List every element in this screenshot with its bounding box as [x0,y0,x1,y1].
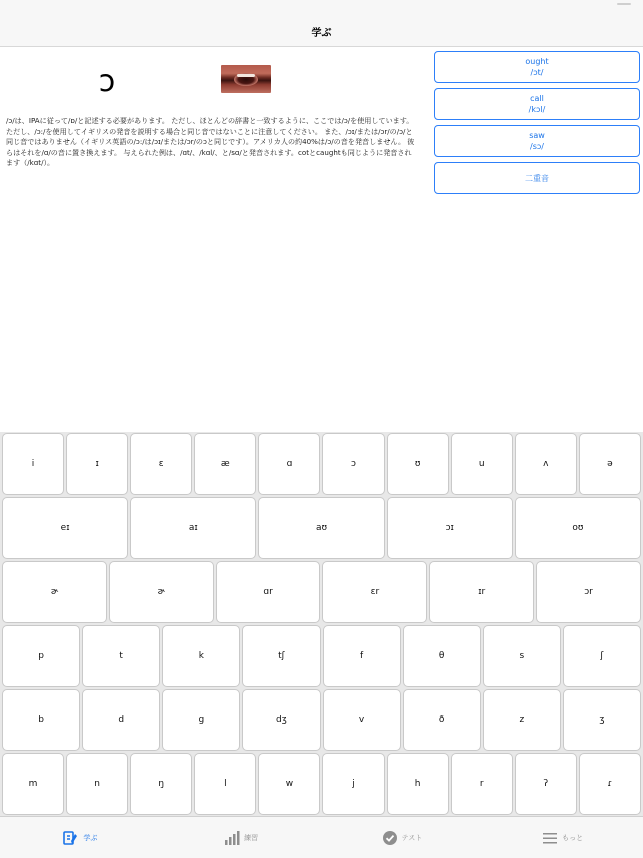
learn-icon [63,830,79,846]
keyboard-row-diphthongs [2,497,641,559]
ipa-key[interactable]: j [322,753,384,815]
ipa-key[interactable]: r [451,753,513,815]
page-title: 学ぶ [311,28,332,39]
ipa-key[interactable]: ɛr [322,561,427,623]
keyboard-row-vowels [2,433,641,495]
ipa-key[interactable]: ɛ [130,433,192,495]
example-word: call [530,94,544,103]
ipa-key[interactable]: ɑ [258,433,320,495]
bar-chart-icon [224,830,240,846]
ipa-key[interactable]: ɪr [429,561,534,623]
ipa-key[interactable]: ə [579,433,641,495]
example-word-button[interactable] [434,51,640,83]
ipa-key[interactable]: eɪ [2,497,128,559]
ipa-key[interactable]: θ [403,625,481,687]
ipa-key[interactable]: ʔ [515,753,577,815]
phoneme-symbol: ɔ [98,64,116,99]
keyboard-row-voiced [2,689,641,751]
ipa-key[interactable]: ɚ [2,561,107,623]
tab-bar [0,816,643,858]
ipa-key[interactable]: ɔr [536,561,641,623]
ipa-key[interactable]: ð [403,689,481,751]
diphthong-button[interactable] [434,162,640,194]
tab-more[interactable] [482,817,643,858]
ipa-key[interactable]: h [387,753,449,815]
ipa-key[interactable]: v [323,689,401,751]
example-word: ought [525,57,549,66]
example-words [434,51,640,199]
ipa-key[interactable]: ɾ [579,753,641,815]
ipa-key[interactable]: i [2,433,64,495]
ipa-key[interactable]: u [451,433,513,495]
ipa-key[interactable]: ʃ [563,625,641,687]
ipa-key[interactable]: t [82,625,160,687]
navigation-bar [0,0,643,47]
example-ipa: /kɔl/ [528,105,546,114]
ipa-key[interactable]: æ [194,433,256,495]
tab-label: テスト [401,833,423,842]
example-ipa: /ɔt/ [530,68,544,77]
tab-test[interactable] [322,817,483,858]
keyboard-row-r-colored [2,561,641,623]
ipa-key[interactable]: oʊ [515,497,641,559]
ipa-key[interactable]: s [483,625,561,687]
ipa-key[interactable]: ʌ [515,433,577,495]
tab-label: もっと [562,833,584,842]
keyboard-row-other [2,753,641,815]
ipa-key[interactable]: ŋ [130,753,192,815]
ipa-key[interactable]: tʃ [242,625,320,687]
ipa-key[interactable]: ɪ [66,433,128,495]
ipa-key[interactable]: l [194,753,256,815]
ipa-key[interactable]: n [66,753,128,815]
ipa-keyboard [0,432,643,816]
ipa-key[interactable]: f [323,625,401,687]
ipa-key[interactable]: p [2,625,80,687]
ipa-key[interactable]: ɔ [322,433,384,495]
phoneme-description: /ɔ/は、IPAに従って/ɒ/と記述する必要があります。 ただし、ほとんどの辞書と一致するように、ここでは/ɔ/を使用しています。ただし、/ɔ:/を使用してイギリスの発音を説明する場合と同じ音ではないことに注意してください。 また、/ɔɪ/または/ɔr/の/ɔ/と同じ音ではありません（イギリス英語の/ɔ:/は/ɔɪ/または/ɔr/のɔと同じです）。アメリカ人の約40%は/ɔ/の音を発音しません。 彼らはそれを/ɑ/の音に置き換えます。 与えられた例は、/ɑt/、/kɑl/、と/sɑ/と発音されます。cotとcaughtも同じように発音されます（/kɑt/）。 [6,116,415,168]
check-badge-icon [382,830,398,846]
ipa-key[interactable]: k [162,625,240,687]
tab-practice[interactable] [161,817,322,858]
ipa-key[interactable]: g [162,689,240,751]
ipa-key[interactable]: ɔɪ [387,497,513,559]
menu-icon [542,830,558,846]
ipa-key[interactable]: z [483,689,561,751]
ipa-key[interactable]: m [2,753,64,815]
mouth-shape-image[interactable] [221,65,271,93]
ipa-key[interactable]: aʊ [258,497,384,559]
tab-learn[interactable] [0,817,161,858]
tab-label: 学ぶ [83,833,98,842]
example-word-button[interactable] [434,88,640,120]
ipa-key[interactable]: ɚ [109,561,214,623]
keyboard-row-voiceless [2,625,641,687]
ipa-key[interactable]: aɪ [130,497,256,559]
teeth [237,74,255,77]
ipa-key[interactable]: b [2,689,80,751]
window-grabber[interactable] [617,3,631,5]
ipa-key[interactable]: ʒ [563,689,641,751]
ipa-key[interactable]: d [82,689,160,751]
example-word-button[interactable] [434,125,640,157]
example-word: saw [529,131,545,140]
ipa-key[interactable]: ʊ [387,433,449,495]
diphthong-label: 二重音 [525,174,549,183]
ipa-key[interactable]: dʒ [242,689,320,751]
ipa-key[interactable]: ɑr [216,561,321,623]
tab-label: 練習 [244,833,259,842]
ipa-key[interactable]: w [258,753,320,815]
example-ipa: /sɔ/ [530,142,544,151]
